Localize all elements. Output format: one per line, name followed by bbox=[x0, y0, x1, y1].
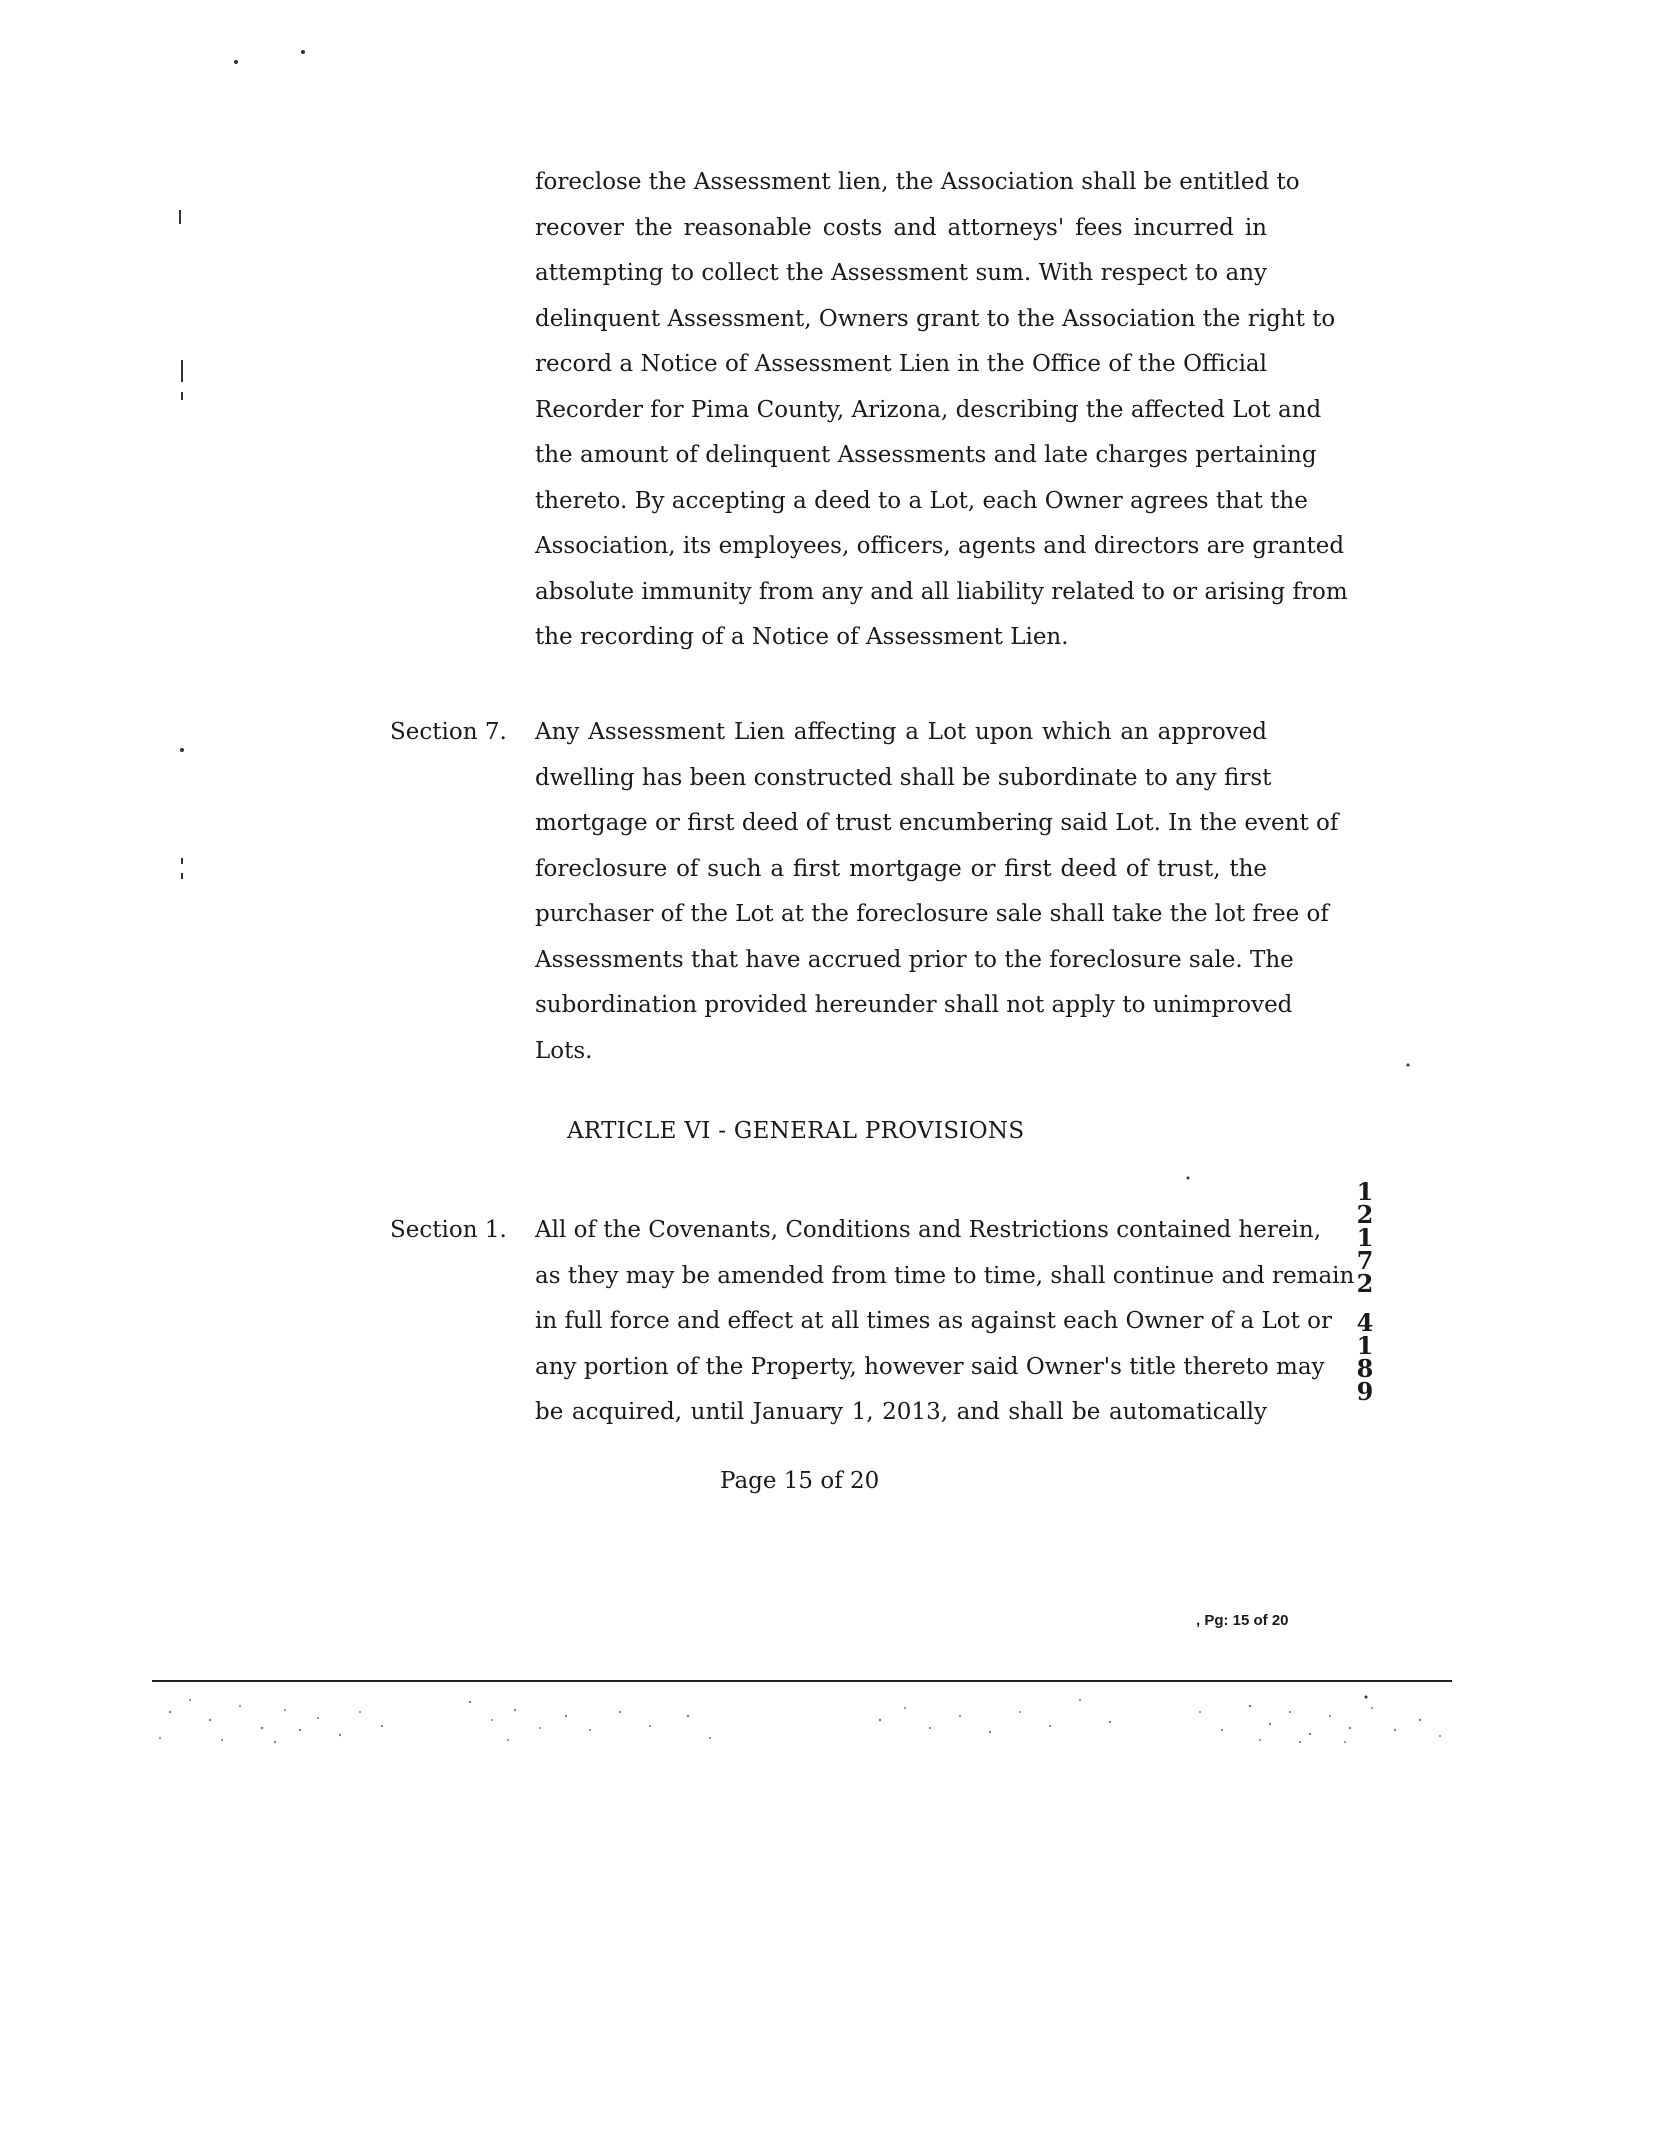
page-number-footer: Page 15 of 20 bbox=[720, 1468, 880, 1494]
text-line: foreclose the Assessment lien, the Association shall be entitled to bbox=[535, 169, 1300, 195]
text-line: Assessments that have accrued prior to the foreclosure sale. The bbox=[535, 946, 1294, 973]
text-line: foreclosure of such a first mortgage or first deed of trust, the bbox=[535, 855, 1267, 882]
section-1-label: Section 1. bbox=[390, 1217, 507, 1243]
recording-digit: 2 bbox=[1356, 1269, 1374, 1298]
text-line: as they may be amended from time to time, shall continue and remain bbox=[535, 1262, 1355, 1289]
text-line: delinquent Assessment, Owners grant to the Association the right to bbox=[535, 305, 1336, 332]
text-line: attempting to collect the Assessment sum. With respect to any bbox=[535, 260, 1267, 286]
recorder-page-stamp: , Pg: 15 of 20 bbox=[1196, 1612, 1289, 1629]
text-line: All of the Covenants, Conditions and Restrictions contained herein, bbox=[535, 1217, 1322, 1243]
text-line: any portion of the Property, however said Owner's title thereto may bbox=[535, 1353, 1325, 1380]
recording-digit: 9 bbox=[1356, 1377, 1374, 1406]
recording-digit: 4 bbox=[1356, 1308, 1374, 1337]
article-heading: ARTICLE VI - GENERAL PROVISIONS bbox=[567, 1118, 1025, 1144]
recording-digit: 1 bbox=[1356, 1223, 1374, 1252]
text-line: in full force and effect at all times as against each Owner of a Lot or bbox=[535, 1308, 1332, 1334]
text-line: the recording of a Notice of Assessment Lien. bbox=[535, 624, 1069, 650]
text-line: the amount of delinquent Assessments and late charges pertaining bbox=[535, 442, 1317, 468]
recording-digit: 7 bbox=[1356, 1246, 1374, 1275]
text-line: Recorder for Pima County, Arizona, describing the affected Lot and bbox=[535, 396, 1322, 423]
recording-digit: 1 bbox=[1356, 1177, 1374, 1206]
text-line: Any Assessment Lien affecting a Lot upon which an approved bbox=[535, 719, 1267, 745]
text-line: subordination provided hereunder shall not apply to unimproved bbox=[535, 992, 1293, 1018]
text-line: dwelling has been constructed shall be subordinate to any first bbox=[535, 764, 1272, 791]
text-line: Lots. bbox=[535, 1037, 593, 1064]
text-line: record a Notice of Assessment Lien in the Office of the Official bbox=[535, 351, 1267, 377]
text-line: recover the reasonable costs and attorneys' fees incurred in bbox=[535, 214, 1267, 241]
text-line: purchaser of the Lot at the foreclosure sale shall take the lot free of bbox=[535, 901, 1329, 927]
text-line: Association, its employees, officers, agents and directors are granted bbox=[535, 533, 1345, 559]
text-line: mortgage or first deed of trust encumbering said Lot. In the event of bbox=[535, 810, 1339, 836]
recording-digit: 2 bbox=[1356, 1200, 1374, 1229]
text-line: absolute immunity from any and all liability related to or arising from bbox=[535, 578, 1348, 605]
recording-digit: 1 bbox=[1356, 1331, 1374, 1360]
text-line: thereto. By accepting a deed to a Lot, each Owner agrees that the bbox=[535, 487, 1308, 514]
section-7-label: Section 7. bbox=[390, 719, 507, 745]
text-line: be acquired, until January 1, 2013, and shall be automatically bbox=[535, 1399, 1267, 1425]
recording-digit: 8 bbox=[1356, 1354, 1374, 1383]
